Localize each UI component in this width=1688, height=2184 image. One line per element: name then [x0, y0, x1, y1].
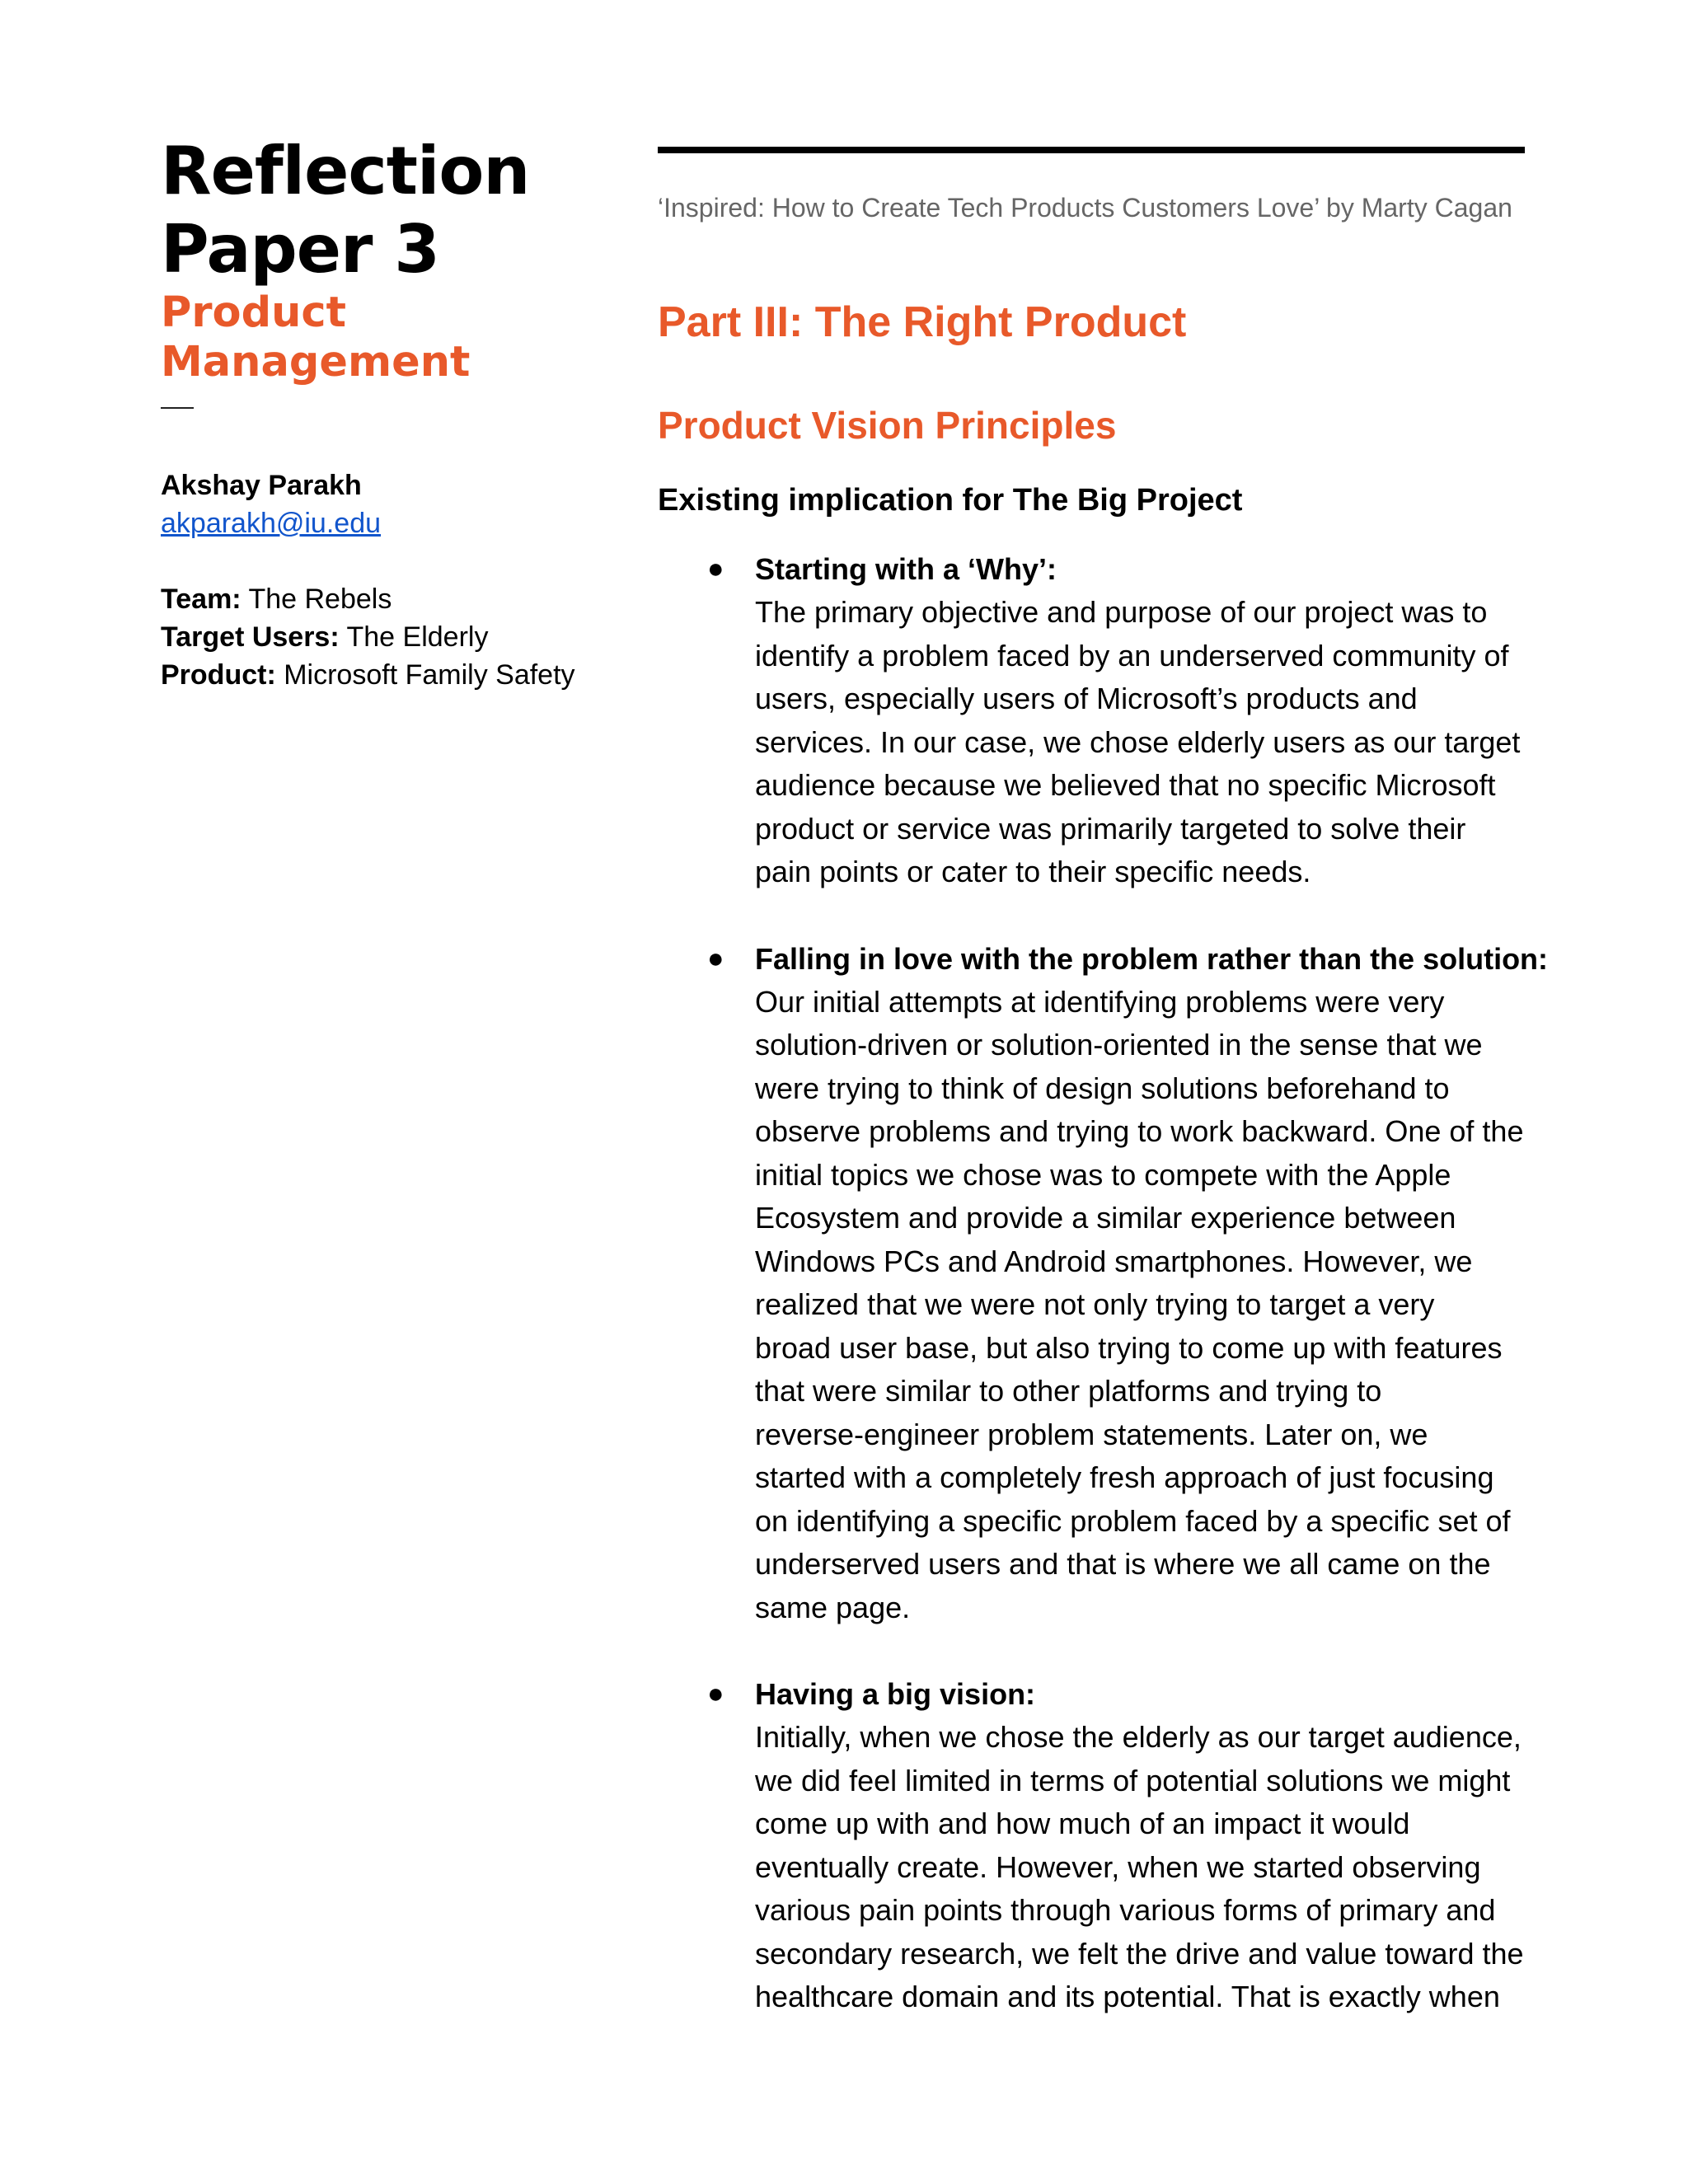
bullet-line: Initially, when we chose the elderly as our target audience,: [755, 1720, 1522, 1754]
header-rule: [658, 147, 1525, 153]
title-line-2: Paper 3: [161, 211, 439, 288]
bullet-dot-icon: ●: [707, 942, 724, 974]
bullet-line: various pain points through various forms of primary and: [755, 1893, 1496, 1927]
bullet-line: Ecosystem and provide a similar experience between: [755, 1201, 1456, 1235]
bullet-dot-icon: ●: [707, 553, 724, 584]
bullet-line: audience because we believed that no specific Microsoft: [755, 768, 1496, 802]
bullet-line: initial topics we chose was to compete with the Apple: [755, 1157, 1451, 1192]
bullet-title: Having a big vision:: [755, 1677, 1036, 1711]
bullet-line: come up with and how much of an impact it would: [755, 1807, 1410, 1840]
bullet-line: services. In our case, we chose elderly users as our target: [755, 724, 1521, 759]
bullet-line: Windows PCs and Android smartphones. However, we: [755, 1244, 1473, 1278]
list-item: [658, 547, 1528, 894]
bullet-line: broad user base, but also trying to come up with features: [755, 1330, 1503, 1365]
meta-label: Team:: [161, 583, 241, 615]
bullet-line: on identifying a specific problem faced by a specific set of: [755, 1503, 1511, 1538]
bullet-line: reverse-engineer problem statements. Later on, we: [755, 1417, 1428, 1451]
subtitle-line-1: Product: [161, 288, 346, 337]
document-title: [161, 132, 622, 288]
bullet-line: same page.: [755, 1590, 911, 1624]
bullet-line: pain points or cater to their specific needs.: [755, 855, 1311, 888]
bullet-line: started with a completely fresh approach of just focusing: [755, 1460, 1494, 1494]
bullet-line: realized that we were not only trying to target a very: [755, 1287, 1435, 1321]
project-meta: [161, 580, 622, 694]
bullet-line: eventually create. However, when we started observing: [755, 1849, 1481, 1884]
bullet-line: observe problems and trying to work backward. One of the: [755, 1114, 1524, 1148]
author-email-link[interactable]: akparakh@iu.edu: [161, 508, 382, 539]
meta-label: Target Users:: [161, 621, 340, 653]
bullet-title: Falling in love with the problem rather than the solution:: [755, 941, 1549, 976]
bullet-body: [755, 981, 1528, 1630]
principles-list: [658, 547, 1549, 2019]
bullet-line: solution-driven or solution-oriented in the sense that we: [755, 1028, 1483, 1062]
bullet-line: secondary research, we felt the drive and value toward the: [755, 1936, 1524, 1971]
main-content: [658, 147, 1549, 2062]
meta-value: The Rebels: [241, 583, 392, 615]
bullet-body: [755, 1716, 1528, 2019]
bullet-line: healthcare domain and its potential. That is exactly when: [755, 1980, 1500, 2013]
list-item: [658, 937, 1549, 1630]
bullet-line: product or service was primarily targeted to solve their: [755, 811, 1466, 846]
bullet-line: users, especially users of Microsoft’s products and: [755, 682, 1418, 715]
subtitle-line-2: Management: [161, 338, 471, 387]
subsection-heading: Existing implication for The Big Project: [658, 483, 1243, 518]
bullet-line: that were similar to other platforms and trying to: [755, 1374, 1382, 1408]
bullet-body: [755, 591, 1528, 894]
meta-product: [161, 656, 622, 694]
list-item: [658, 1672, 1528, 2019]
bullet-line: identify a problem faced by an underserved community of: [755, 638, 1509, 673]
meta-value: Microsoft Family Safety: [275, 659, 575, 691]
meta-team: [161, 580, 622, 618]
short-divider: [161, 407, 194, 409]
author-name: Akshay Parakh: [161, 470, 362, 501]
meta-value: The Elderly: [339, 621, 489, 653]
bullet-line: we did feel limited in terms of potential solutions we might: [755, 1763, 1511, 1797]
bullet-title: Starting with a ‘Why’:: [755, 552, 1057, 586]
sidebar: [161, 132, 622, 694]
bullet-line: The primary objective and purpose of our project was to: [755, 595, 1488, 629]
section-heading: Product Vision Principles: [658, 404, 1117, 447]
bullet-line: underserved users and that is where we all came on the: [755, 1547, 1491, 1581]
meta-label: Product:: [161, 659, 276, 691]
bullet-dot-icon: ●: [707, 1678, 724, 1709]
bullet-line: Our initial attempts at identifying problems were very: [755, 984, 1445, 1019]
part-heading: Part III: The Right Product: [658, 298, 1187, 346]
document-subtitle: [161, 288, 622, 387]
meta-target-users: [161, 618, 622, 656]
title-line-1: Reflection: [161, 133, 530, 209]
bullet-line: were trying to think of design solutions beforehand to: [755, 1071, 1450, 1105]
book-reference: ‘Inspired: How to Create Tech Products Customers Love’ by Marty Cagan: [658, 193, 1512, 223]
